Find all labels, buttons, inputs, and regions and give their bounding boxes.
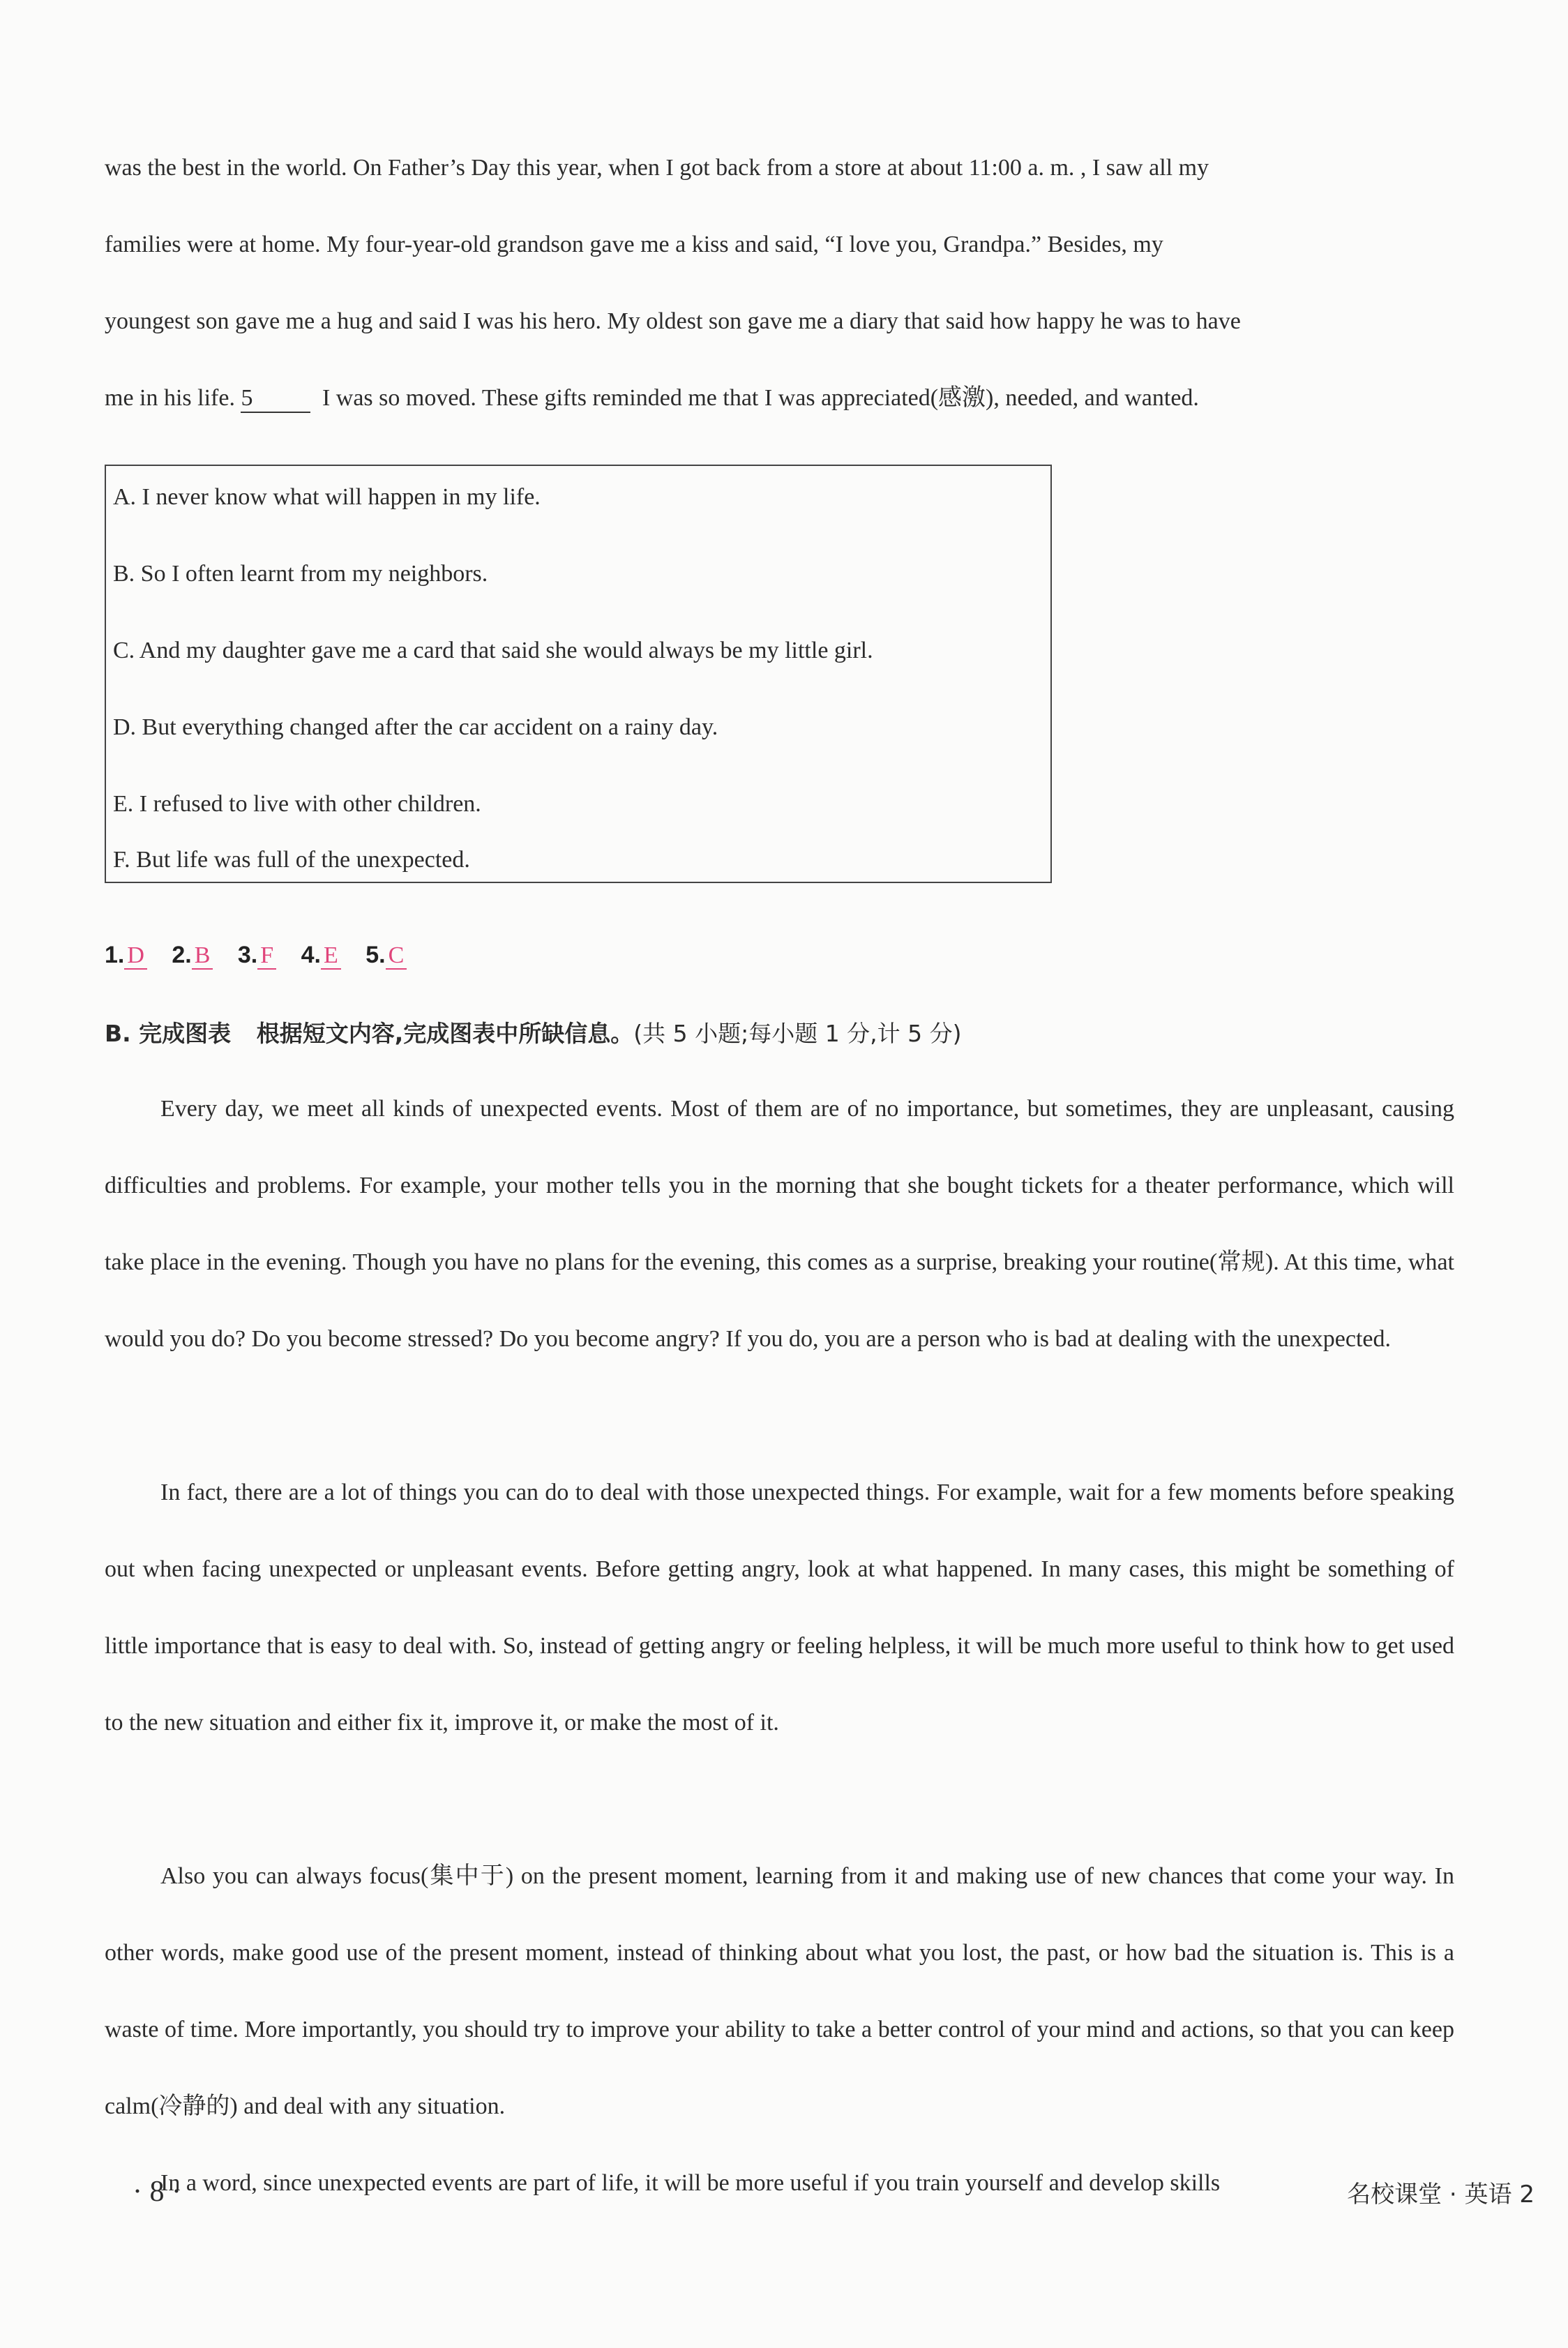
answer-blank-5: 5 [241,385,310,413]
options-box [105,465,1052,883]
option-e: E. I refused to live with other children. [113,791,481,817]
passage-b-paragraph-4: In a word, since unexpected events are part of life, it will be more useful if you train yourself and develop skills [160,2170,1221,2196]
answer-value: C [386,942,407,970]
answer-value: D [124,942,147,970]
answer-value: B [192,942,213,970]
passage-a-line-3: youngest son gave me a hug and said I was his hero. My oldest son gave me a diary that said how happy he was to have [105,308,1241,334]
section-b-label: B. 完成图表 [105,1020,232,1047]
answer-number: 3. [237,942,258,968]
page-number: · 8 · [133,2176,181,2208]
answer-number: 4. [301,942,321,968]
section-b-instruction: 根据短文内容,完成图表中所缺信息。 [256,1020,634,1047]
book-title: 名校课堂 · 英语 2 [1347,2181,1535,2208]
passage-a-line-1: was the best in the world. On Father’s Day this year, when I got back from a store at about 11:00 a. m. , I saw all my [105,155,1209,181]
answer-number: 5. [365,942,386,968]
answer-key [105,942,425,969]
passage-b-paragraph-3: Also you can always focus(集中于) on the present moment, learning from it and making use of new chances that come your way. In other words, make good use of the present moment, instead of thinking about what you lost, the past, or how bad the situation is. This is a waste of time. More importantly, you should try to improve your ability to take a better control of your mind and actions, so that you can keep calm(冷静的) and deal with any situation. [105,1863,1454,2119]
line-4-start: me in his life. [105,385,235,411]
option-d: D. But everything changed after the car accident on a rainy day. [113,714,718,740]
answer-value: E [321,942,341,970]
passage-a-line-2: families were at home. My four-year-old grandson gave me a kiss and said, “I love you, Grandpa.” Besides, my [105,232,1163,257]
answer-number: 1. [105,942,125,968]
line-4-end: I was so moved. These gifts reminded me that I was appreciated(感激), needed, and wanted. [322,385,1199,411]
passage-a-line-4 [105,360,1454,437]
option-a: A. I never know what will happen in my life. [113,484,541,510]
option-c: C. And my daughter gave me a card that said she would always be my little girl. [113,638,873,663]
passage-b-paragraph-2: In fact, there are a lot of things you can do to deal with those unexpected things. For example, wait for a few moments before speaking out when facing unexpected or unpleasant events. Before getting angry, look at what happened. In many cases, this might be something of little importance that is easy to deal with. So, instead of getting angry or feeling helpless, it will be much more useful to think how to get used to the new situation and either fix it, improve it, or make the most of it. [105,1480,1454,1736]
section-b-heading [105,1016,962,1048]
answer-value: F [257,942,276,970]
option-f: F. But life was full of the unexpected. [113,847,470,873]
passage-b-paragraph-1: Every day, we meet all kinds of unexpected events. Most of them are of no importance, but sometimes, they are unpleasant, causing difficulties and problems. For example, your mother tells you in the morning that she bought tickets for a theater performance, which will take place in the evening. Though you have no plans for the evening, this comes as a surprise, breaking your routine(常规). At this time, what would you do? Do you become stressed? Do you become angry? If you do, you are a person who is bad at dealing with the unexpected. [105,1096,1454,1352]
option-b: B. So I often learnt from my neighbors. [113,561,488,587]
section-b-score: (共 5 小题;每小题 1 分,计 5 分) [633,1020,962,1047]
answer-number: 2. [172,942,192,968]
